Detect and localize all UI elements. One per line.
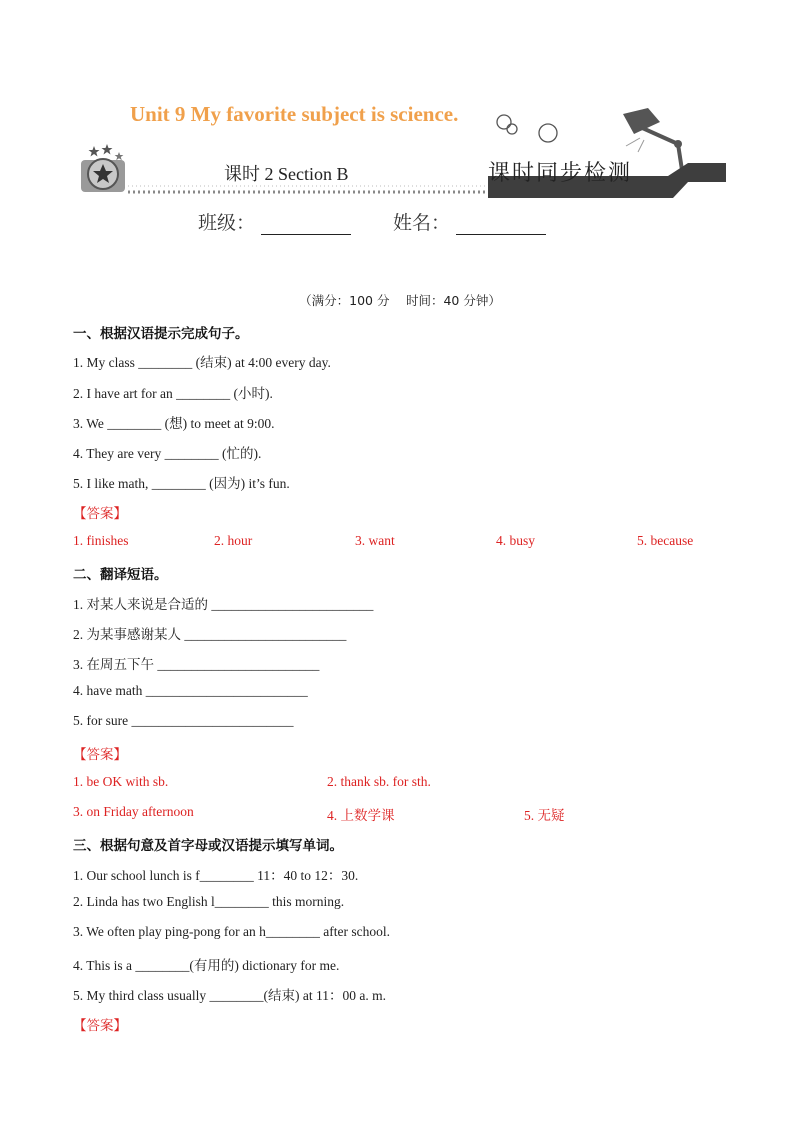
section-1-answer: 3. want xyxy=(355,533,395,548)
section-1-question: 1. My class ________ (结束) at 4:00 every day. xyxy=(73,355,331,370)
class-label: 班级： xyxy=(198,212,256,234)
sync-test-label: 课时同步检测 xyxy=(488,161,633,186)
section-2-answer: 5. 无疑 xyxy=(524,808,565,823)
section-2-answer: 2. thank sb. for sth. xyxy=(327,774,431,789)
section-1-answer: 4. busy xyxy=(496,533,536,548)
score-time-info: （满分：100 分 时间：40 分钟） xyxy=(299,293,501,308)
class-blank xyxy=(261,216,351,235)
section-2-answer: 1. be OK with sb. xyxy=(73,774,169,789)
section-1-question: 5. I like math, ________ (因为) it’s fun. xyxy=(73,476,290,491)
section-3-heading: 三、根据句意及首字母或汉语提示填写单词。 xyxy=(73,838,343,854)
name-blank xyxy=(456,216,546,235)
section-2-question: 1. 对某人来说是合适的 ________________________ xyxy=(73,597,374,612)
section-1-answer: 2. hour xyxy=(214,533,253,548)
section-3-question: 4. This is a ________(有用的) dictionary for me. xyxy=(73,958,340,973)
section-3-question: 1. Our school lunch is f________ 11：40 to 12：30. xyxy=(73,868,359,883)
section-1-answer-label: 【答案】 xyxy=(73,506,127,522)
section-2-question: 2. 为某事感谢某人 ________________________ xyxy=(73,627,347,642)
section-3-question: 3. We often play ping-pong for an h________ after school. xyxy=(73,924,390,939)
section-2-question: 3. 在周五下午 ________________________ xyxy=(73,657,320,672)
section-1-question: 3. We ________ (想) to meet at 9:00. xyxy=(73,416,275,431)
section-2-answer: 4. 上数学课 xyxy=(327,808,395,823)
star-badge-icon xyxy=(81,144,125,192)
section-3-question: 2. Linda has two English l________ this morning. xyxy=(73,894,345,909)
section-3-answer-label: 【答案】 xyxy=(73,1018,127,1034)
name-label: 姓名： xyxy=(393,212,451,234)
name-field xyxy=(393,208,546,235)
section-2-answer: 3. on Friday afternoon xyxy=(73,804,194,819)
section-2-question: 4. have math ________________________ xyxy=(73,683,308,698)
class-field xyxy=(198,208,351,235)
bubbles-icon xyxy=(497,115,557,142)
section-1-question: 4. They are very ________ (忙的). xyxy=(73,446,262,461)
section-2-heading: 二、翻译短语。 xyxy=(73,567,168,583)
section-1-answer: 1. finishes xyxy=(73,533,129,548)
document-title: Unit 9 My favorite subject is science. xyxy=(130,102,459,126)
section-1-answer: 5. because xyxy=(637,533,694,548)
section-3-question: 5. My third class usually ________(结束) at 11：00 a. m. xyxy=(73,988,386,1003)
section-1-heading: 一、根据汉语提示完成句子。 xyxy=(73,326,249,342)
section-2-answer-label: 【答案】 xyxy=(73,747,127,763)
section-2-question: 5. for sure ________________________ xyxy=(73,713,294,728)
section-1-question: 2. I have art for an ________ (小时). xyxy=(73,386,273,401)
lesson-label: 课时 2 Section B xyxy=(224,164,349,184)
